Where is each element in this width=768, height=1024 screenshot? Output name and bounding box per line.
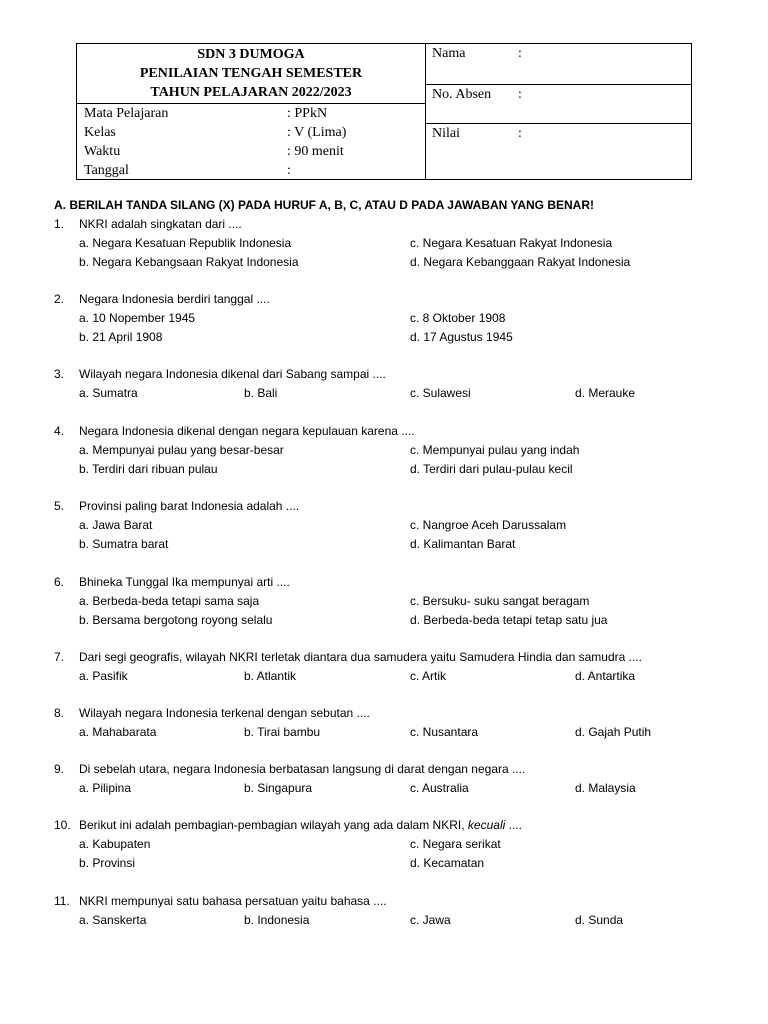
question-text-wrap <box>79 816 522 835</box>
meta-time <box>77 142 425 161</box>
question-2 <box>54 290 744 347</box>
question-number: 5. <box>54 499 65 513</box>
question-text: Negara Indonesia berdiri tanggal .... <box>79 292 270 306</box>
field-colon: : <box>518 87 522 102</box>
header-table <box>76 43 692 180</box>
field-label: Nilai <box>432 126 460 141</box>
exam-meta <box>77 104 425 180</box>
option-d[interactable]: d. Kecamatan <box>410 856 485 870</box>
question-number: 8. <box>54 706 65 720</box>
school-name: SDN 3 DUMOGA <box>197 47 305 62</box>
option-d[interactable]: d. Antartika <box>575 669 636 683</box>
question-text: Wilayah negara Indonesia dikenal dari Sabang sampai .... <box>79 367 386 381</box>
option-c[interactable]: c. Australia <box>410 781 469 795</box>
exam-title: PENILAIAN TENGAH SEMESTER <box>139 66 363 81</box>
option-b[interactable]: b. Atlantik <box>244 669 297 683</box>
option-d[interactable]: d. 17 Agustus 1945 <box>410 330 513 344</box>
option-c[interactable]: c. Bersuku- suku sangat beragam <box>410 594 590 608</box>
question-section <box>54 196 744 927</box>
question-8 <box>54 704 744 742</box>
question-text-italic: kecuali <box>467 818 506 832</box>
option-a[interactable]: a. Mahabarata <box>79 725 157 739</box>
option-a[interactable]: a. Pilipina <box>79 781 132 795</box>
question-text: Wilayah negara Indonesia terkenal dengan sebutan .... <box>79 706 370 720</box>
question-text: Bhineka Tunggal Ika mempunyai arti .... <box>79 575 290 589</box>
question-11 <box>54 892 744 930</box>
question-1 <box>54 215 744 272</box>
question-number: 10. <box>54 818 71 832</box>
option-c[interactable]: c. Negara serikat <box>410 837 501 851</box>
option-c[interactable]: c. Artik <box>410 669 447 683</box>
question-text-tail: .... <box>508 818 522 832</box>
option-b[interactable]: b. Tirai bambu <box>244 725 321 739</box>
option-a[interactable]: a. Kabupaten <box>79 837 151 851</box>
question-text: Dari segi geografis, wilayah NKRI terletak diantara dua samudera yaitu Samudera Hindia dan samudra .... <box>79 650 642 664</box>
option-d[interactable]: d. Gajah Putih <box>575 725 652 739</box>
school-block <box>77 44 425 104</box>
option-b[interactable]: b. Negara Kebangsaan Rakyat Indonesia <box>79 255 299 269</box>
option-d[interactable]: d. Kalimantan Barat <box>410 537 516 551</box>
meta-value: : PPkN <box>287 106 328 121</box>
option-b[interactable]: b. Bersama bergotong royong selalu <box>79 613 273 627</box>
option-b[interactable]: b. Sumatra barat <box>79 537 169 551</box>
question-number: 9. <box>54 762 65 776</box>
school-year: TAHUN PELAJARAN 2022/2023 <box>150 85 352 100</box>
option-d[interactable]: d. Sunda <box>575 913 624 927</box>
question-3 <box>54 365 744 403</box>
question-10 <box>54 816 744 873</box>
header-left <box>77 44 426 179</box>
question-text: Provinsi paling barat Indonesia adalah .... <box>79 499 300 513</box>
score-field[interactable] <box>426 124 691 181</box>
meta-value: : <box>287 163 291 178</box>
option-c[interactable]: c. Mempunyai pulau yang indah <box>410 443 580 457</box>
meta-value: : 90 menit <box>287 144 344 159</box>
meta-date <box>77 161 425 180</box>
student-number-field[interactable] <box>426 85 691 124</box>
field-label: Nama <box>432 46 466 61</box>
meta-subject <box>77 104 425 123</box>
option-c[interactable]: c. Nangroe Aceh Darussalam <box>410 518 567 532</box>
option-b[interactable]: b. Provinsi <box>79 856 136 870</box>
option-a[interactable]: a. Jawa Barat <box>79 518 153 532</box>
option-c[interactable]: c. Nusantara <box>410 725 479 739</box>
option-a[interactable]: a. Sumatra <box>79 386 138 400</box>
option-d[interactable]: d. Malaysia <box>575 781 636 795</box>
question-text: NKRI adalah singkatan dari .... <box>79 217 242 231</box>
option-d[interactable]: d. Negara Kebanggaan Rakyat Indonesia <box>410 255 631 269</box>
question-number: 1. <box>54 217 65 231</box>
option-c[interactable]: c. Sulawesi <box>410 386 471 400</box>
option-d[interactable]: d. Terdiri dari pulau-pulau kecil <box>410 462 573 476</box>
option-b[interactable]: b. Bali <box>244 386 278 400</box>
question-text: Berikut ini adalah pembagian-pembagian wilayah yang ada dalam NKRI, <box>79 818 465 832</box>
meta-label: Mata Pelajaran <box>84 106 169 121</box>
question-text: Negara Indonesia dikenal dengan negara kepulauan karena .... <box>79 424 415 438</box>
option-b[interactable]: b. Indonesia <box>244 913 310 927</box>
option-c[interactable]: c. Negara Kesatuan Rakyat Indonesia <box>410 236 613 250</box>
question-number: 7. <box>54 650 65 664</box>
student-name-field[interactable] <box>426 44 691 85</box>
question-text: Di sebelah utara, negara Indonesia berbatasan langsung di darat dengan negara .... <box>79 762 526 776</box>
question-7 <box>54 648 744 686</box>
meta-label: Waktu <box>84 144 121 159</box>
question-5 <box>54 497 744 554</box>
option-a[interactable]: a. Pasifik <box>79 669 128 683</box>
option-d[interactable]: d. Merauke <box>575 386 636 400</box>
question-9 <box>54 760 744 798</box>
option-d[interactable]: d. Berbeda-beda tetapi tetap satu jua <box>410 613 608 627</box>
question-number: 2. <box>54 292 65 306</box>
option-c[interactable]: c. Jawa <box>410 913 451 927</box>
question-6 <box>54 573 744 630</box>
meta-label: Kelas <box>84 125 116 140</box>
meta-value: : V (Lima) <box>287 125 347 140</box>
field-colon: : <box>518 46 522 61</box>
option-a[interactable]: a. Berbeda-beda tetapi sama saja <box>79 594 260 608</box>
question-4 <box>54 422 744 479</box>
option-a[interactable]: a. 10 Nopember 1945 <box>79 311 196 325</box>
option-b[interactable]: b. 21 April 1908 <box>79 330 163 344</box>
option-b[interactable]: b. Terdiri dari ribuan pulau <box>79 462 218 476</box>
question-number: 4. <box>54 424 65 438</box>
question-number: 11. <box>54 894 70 908</box>
question-number: 3. <box>54 367 65 381</box>
option-c[interactable]: c. 8 Oktober 1908 <box>410 311 506 325</box>
question-text: NKRI mempunyai satu bahasa persatuan yaitu bahasa .... <box>79 894 387 908</box>
question-number: 6. <box>54 575 65 589</box>
option-a[interactable]: a. Negara Kesatuan Republik Indonesia <box>79 236 292 250</box>
option-a[interactable]: a. Sanskerta <box>79 913 147 927</box>
meta-class <box>77 123 425 142</box>
option-a[interactable]: a. Mempunyai pulau yang besar-besar <box>79 443 284 457</box>
field-label: No. Absen <box>432 87 492 102</box>
section-instruction: A. BERILAH TANDA SILANG (X) PADA HURUF A, B, C, ATAU D PADA JAWABAN YANG BENAR! <box>54 198 594 212</box>
field-colon: : <box>518 126 522 141</box>
header-right <box>426 44 691 179</box>
meta-label: Tanggal <box>84 163 129 178</box>
option-b[interactable]: b. Singapura <box>244 781 313 795</box>
